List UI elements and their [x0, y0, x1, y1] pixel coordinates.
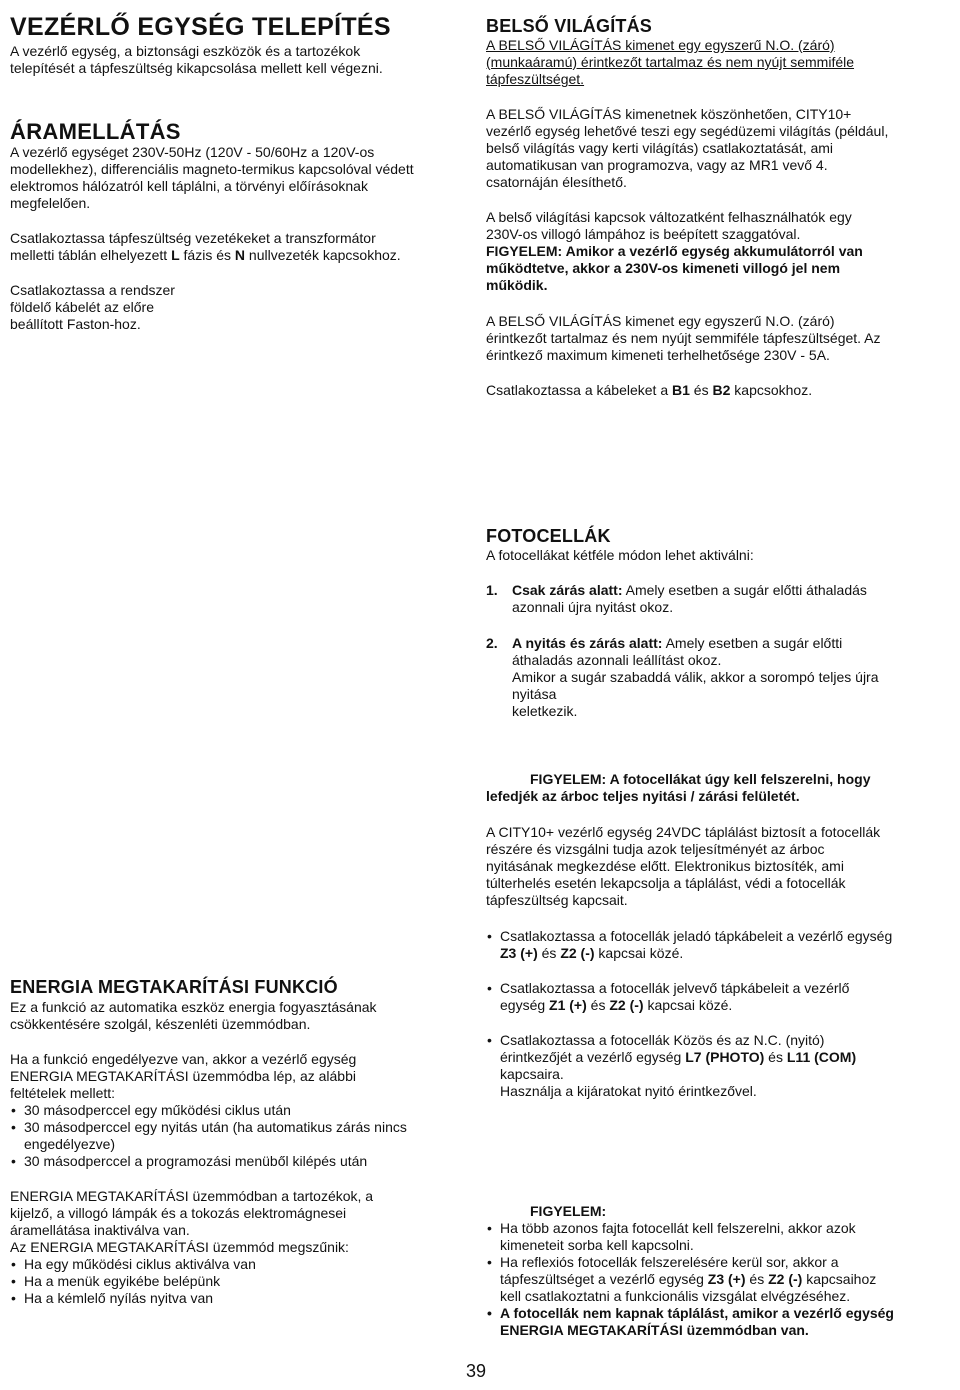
terminal-b2: B2: [712, 382, 731, 398]
text-line: FIGYELEM: A fotocellákat úgy kell felszerelni, hogy: [530, 771, 871, 787]
text-line: csökkentésére szolgál, készenléti üzemmódban.: [10, 1016, 311, 1032]
light-title: BELSŐ VILÁGÍTÁS: [486, 16, 653, 36]
list-item: • Ha reflexiós fotocellák felszerelésére kerül sor, akkor a tápfeszültséget a vezérlő egység Z3 (+) és Z2 (-) kapcsaihoz kell csatlakoztatni a funkcionális vizsgálat elvégzéséhez.: [486, 1254, 948, 1305]
text-line: modellekhez), differenciális magneto-termikus kapcsolóval védett: [10, 161, 414, 177]
list-item: • Ha a kémlelő nyílás nyitva van: [10, 1290, 480, 1307]
light-paragraph-2: [486, 209, 946, 243]
photo-wiring-list: [486, 928, 946, 1100]
phase-terminal: L: [171, 247, 180, 263]
text-line: belső világítás vagy kerti világítás) csatlakoztatását, ami: [486, 140, 834, 156]
list-item: • Ha egy működési ciklus aktiválva van: [10, 1256, 480, 1273]
text-line: ENERGIA MEGTAKARÍTÁSI üzemmódban a tartozékok, a: [10, 1188, 374, 1204]
notes-list: [486, 1220, 948, 1339]
energy-when: [10, 1051, 480, 1102]
text-line: ENERGIA MEGTAKARÍTÁSI üzemmódba lép, az alábbi: [10, 1068, 356, 1084]
energy-intro: [10, 999, 480, 1033]
text-line: részére és vizsgálni tudja azok teljesítményét az árboc: [486, 841, 825, 857]
list-item: • 30 másodperccel egy működési ciklus után: [10, 1102, 460, 1119]
text-line: A BELSŐ VILÁGÍTÁS kimenet egy egyszerű N.O. (záró): [486, 37, 835, 53]
text-line: tápfeszültséget.: [486, 71, 585, 87]
text-line: elektromos hálózatról kell táplálni, a törvényi előírásoknak: [10, 178, 368, 194]
section-installation: [10, 13, 470, 77]
list-item: • Csatlakoztassa a fotocellák Közös és az N.C. (nyitó) érintkezőjét a vezérlő egység L7 (PHOTO) és L11 (COM) kapcsaira. Használja a kijáratokat nyitó érintkezővel.: [486, 1032, 946, 1100]
light-warning: [486, 243, 946, 294]
installation-title: VEZÉRLŐ EGYSÉG TELEPÍTÉS: [10, 13, 391, 41]
list-item: • 30 másodperccel egy nyitás után (ha automatikus zárás nincs engedélyezve): [10, 1119, 460, 1153]
text-line: Ez a funkció az automatika eszköz energia fogyasztásának: [10, 999, 377, 1015]
light-underlined-note: [486, 37, 946, 88]
list-number: 2.: [486, 635, 498, 651]
terminal-b1: B1: [672, 382, 690, 398]
text-line: A belső világítási kapcsok változatként felhasználhatók egy: [486, 209, 852, 225]
text-line: megfelelően.: [10, 195, 91, 211]
text-line: 230V-os villogó lámpához is beépített szaggatóval.: [486, 226, 801, 242]
text-line: lefedjék az árboc teljes nyitási / zárási felületét.: [486, 788, 800, 804]
photo-intro: A fotocellákat kétféle módon lehet aktiválni:: [486, 547, 754, 563]
text-line: működtetve, akkor a 230V-os kimeneti villogó jel nem: [486, 260, 841, 276]
list-number: 1.: [486, 582, 498, 598]
text-line: földelő kábelét az előre: [10, 299, 154, 315]
text-line: érintkezőt tartalmaz és nem nyújt semmiféle tápfeszültséget. Az: [486, 330, 881, 346]
text-line: Ha a funkció engedélyezve van, akkor a vezérlő egység: [10, 1051, 357, 1067]
installation-line: A vezérlő egység, a biztonsági eszközök és a tartozékok: [10, 43, 361, 59]
text-line: Csatlakoztassa a rendszer: [10, 282, 175, 298]
list-item: • Ha a menük egyikébe belépünk: [10, 1273, 480, 1290]
text-line: beállított Faston-hoz.: [10, 316, 141, 332]
text-line: nyitásának megkezdése előtt. Elektronikus biztosíték, ami: [486, 858, 844, 874]
text-line: vezérlő egység lehetővé teszi egy segédüzemi világítás (például,: [486, 123, 889, 139]
section-photocells: [486, 525, 946, 1100]
text-line: érintkező maximum kimeneti terhelhetősége 230V - 5A.: [486, 347, 830, 363]
power-paragraph-2: [10, 230, 475, 264]
energy-title: ENERGIA MEGTAKARÍTÁSI FUNKCIÓ: [10, 977, 338, 997]
list-item: 2. A nyitás és zárás alatt: Amely esetben a sugár előtti áthaladás azonnali leállítást okoz. Amikor a sugár szabaddá válik, akkor a sorompó teljes újra nyitása keletkezik.: [486, 635, 879, 719]
photo-title: FOTOCELLÁK: [486, 526, 611, 546]
text-line: automatikusan van programozva, vagy az MR1 vevő 4.: [486, 157, 828, 173]
energy-mode: [10, 1188, 480, 1256]
text-line: tápfeszültség kapcsait.: [486, 892, 628, 908]
energy-end-list: [10, 1256, 480, 1307]
text-line: A BELSŐ VILÁGÍTÁS kimenet egy egyszerű N.O. (záró): [486, 313, 835, 329]
text-line: kijelző, a villogó lámpák és a tokozás elektromágnesei: [10, 1205, 347, 1221]
text-line: működik.: [486, 277, 548, 293]
power-title: ÁRAMELLÁTÁS: [10, 119, 181, 144]
neutral-terminal: N: [234, 247, 246, 263]
photo-supply-paragraph: [486, 824, 946, 909]
list-item: • 30 másodperccel a programozási menüből kilépés után: [10, 1153, 460, 1170]
list-item: • Ha több azonos fajta fotocellát kell felszerelni, akkor azok kimeneteit sorba kell kapcsolni.: [486, 1220, 948, 1254]
text-line: csatornáján élesíthető.: [486, 174, 627, 190]
notes-title: FIGYELEM:: [530, 1203, 607, 1219]
list-item: • Csatlakoztassa a fotocellák jelvevő tápkábeleit a vezérlő egység Z1 (+) és Z2 (-) kapcsai közé.: [486, 980, 946, 1014]
text-line: (munkaáramú) érintkezőt tartalmaz és nem nyújt semmiféle: [486, 54, 855, 70]
text-line: túlterhelés esetén lekapcsolja a táplálást, védi a fotocellák: [486, 875, 846, 891]
section-energy-saving: [10, 976, 480, 1307]
installation-line: telepítését a tápfeszültség kikapcsolása mellett kell végezni.: [10, 60, 383, 76]
light-connect-instruction: Csatlakoztassa a kábeleket a B1 és B2 kapcsokhoz.: [486, 382, 813, 398]
section-power: [10, 120, 475, 333]
text-line: melletti táblán elhelyezett L fázis és N nullvezeték kapcsokhoz.: [10, 247, 401, 263]
text-line: Csatlakoztassa tápfeszültség vezetékeket a transzformátor: [10, 230, 376, 246]
text-line: A vezérlő egységet 230V-50Hz (120V - 50/60Hz a 120V-os: [10, 144, 375, 160]
light-paragraph-3: [486, 313, 946, 364]
section-photocell-notes: [486, 1203, 948, 1339]
energy-conditions-list: [10, 1102, 460, 1170]
light-paragraph-1: [486, 106, 946, 191]
text-line: A CITY10+ vezérlő egység 24VDC táplálást biztosít a fotocellák: [486, 824, 881, 840]
list-item: 1. Csak zárás alatt: Amely esetben a sugár előtti áthaladás azonnali újra nyitást okoz.: [486, 582, 867, 615]
power-paragraph-1: [10, 144, 475, 212]
photo-mode-list: [486, 582, 946, 720]
text-line: A BELSŐ VILÁGÍTÁS kimenetnek köszönhetően, CITY10+: [486, 106, 852, 122]
list-item: • A fotocellák nem kapnak táplálást, amikor a vezérlő egység ENERGIA MEGTAKARÍTÁSI üzemmódban van.: [486, 1305, 948, 1339]
text-line: Az ENERGIA MEGTAKARÍTÁSI üzemmód megszűnik:: [10, 1239, 349, 1255]
text-line: áramellátása inaktiválva van.: [10, 1222, 190, 1238]
text-line: feltételek mellett:: [10, 1085, 116, 1101]
section-interior-light: [486, 15, 946, 399]
power-paragraph-3: [10, 282, 475, 333]
photo-warning: [486, 771, 946, 805]
text-line: FIGYELEM: Amikor a vezérlő egység akkumulátorról van: [486, 243, 863, 259]
page-number: 39: [466, 1361, 487, 1381]
list-item: • Csatlakoztassa a fotocellák jeladó tápkábeleit a vezérlő egység Z3 (+) és Z2 (-) kapcsai közé.: [486, 928, 946, 962]
